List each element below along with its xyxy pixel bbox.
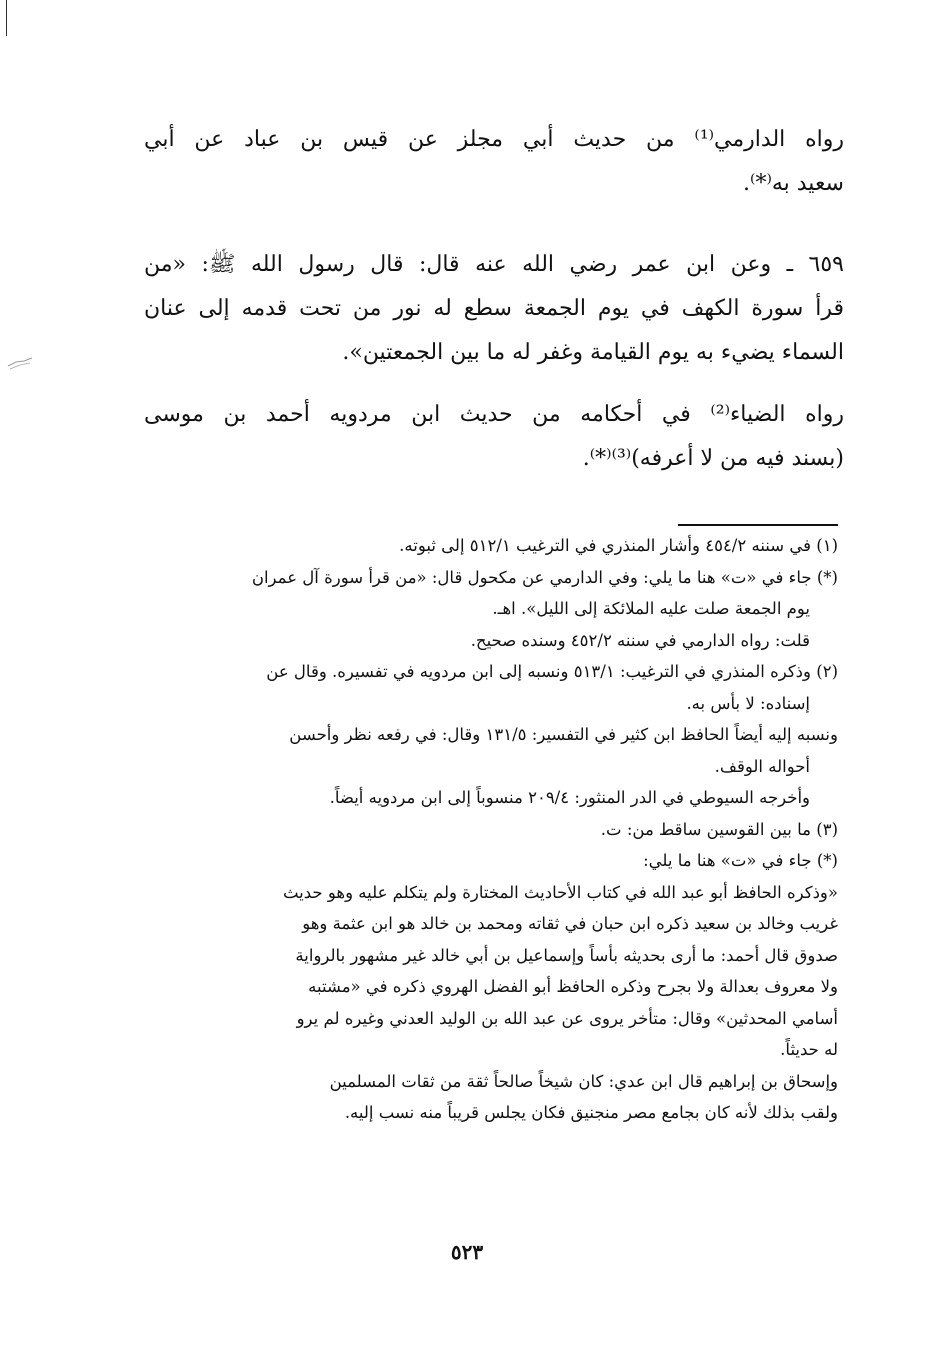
footnote-line: (*) جاء في «ت» هنا ما يلي: وفي الدارمي عن مكحول قال: «من قرأ سورة آل عمران xyxy=(251,567,838,587)
footnote-line: (٢) وذكره المنذري في الترغيب: ٥١٣/١ ونسبه إلى ابن مردويه في تفسيره. وقال عن xyxy=(266,662,838,681)
paragraph-line: رواه الدارمي⁽¹⁾ من حديث أبي مجلز عن قيس بن عباد عن أبي xyxy=(144,127,844,152)
page-number: ٥٢٣ xyxy=(450,1240,484,1264)
footnote-line: وإسحاق بن إبراهيم قال ابن عدي: كان شيخاً صالحاً ثقة من ثقات المسلمين xyxy=(329,1071,838,1091)
footnote-line: (٣) ما بين القوسين ساقط من: ت. xyxy=(600,819,838,839)
paragraph-line: السماء يضيء به يوم القيامة وغفر له ما بين الجمعتين». xyxy=(342,340,844,365)
footnote-line: وأخرجه السيوطي في الدر المنثور: ٢٠٩/٤ منسوباً إلى ابن مردويه أيضاً. xyxy=(329,788,810,807)
main-paragraph-2 xyxy=(144,243,844,375)
main-paragraph-1 xyxy=(144,118,844,206)
footnote-line: (١) في سننه ٤٥٤/٢ وأشار المنذري في الترغيب ٥١٢/١ إلى ثبوته. xyxy=(399,536,838,555)
footnote-line: ونسبه إليه أيضاً الحافظ ابن كثير في التفسير: ١٣١/٥ وقال: في رفعه نظر وأحسن xyxy=(289,725,838,744)
footnote-line: «وذكره الحافظ أبو عبد الله في كتاب الأحاديث المختارة ولم يتكلم عليه وهو حديث xyxy=(282,882,838,902)
scan-edge-mark xyxy=(6,0,7,36)
footnote-line: ولقب بذلك لأنه كان بجامع مصر منجنيق فكان يجلس قريباً منه نسب إليه. xyxy=(344,1103,838,1122)
footnote-line: (*) جاء في «ت» هنا ما يلي: xyxy=(643,851,838,870)
paragraph-line: سعيد به⁽*⁾. xyxy=(743,171,844,196)
footnote-line: إسناده: لا بأس به. xyxy=(686,693,810,713)
footnote-separator xyxy=(678,524,838,526)
footnote-line: يوم الجمعة صلت عليه الملائكة إلى الليل». اهـ. xyxy=(492,599,810,618)
footnote-line: صدوق قال أحمد: ما أرى بحديثه بأساً وإسماعيل بن أبي خالد غير مشهور بالرواية xyxy=(295,945,838,965)
footnote-line: أسامي المحدثين» وقال: متأخر يروى عن عبد الله بن الوليد العدني وغيره لم يرو xyxy=(296,1008,838,1028)
footnotes xyxy=(138,530,838,1129)
footnote-line: أحواله الوقف. xyxy=(714,756,810,776)
footnote-line: غريب وخالد بن سعيد ذكره ابن حبان في ثقاته ومحمد بن خالد هو ابن عثمة وهو xyxy=(302,914,838,933)
paragraph-line: (بسند فيه من لا أعرفه)⁽³⁾⁽*⁾. xyxy=(582,446,844,471)
footnote-line: له حديثاً. xyxy=(780,1040,838,1059)
paragraph-line: قرأ سورة الكهف في يوم الجمعة سطع له نور من تحت قدمه إلى عنان xyxy=(144,296,844,321)
footnote-line: ولا معروف بعدالة ولا بجرح وذكره الحافظ أبو الفضل الهروي ذكره في «مشتبه xyxy=(308,977,838,996)
footnote-line: قلت: رواه الدارمي في سننه ٤٥٢/٢ وسنده صحيح. xyxy=(470,630,810,650)
paragraph-line: رواه الضياء⁽²⁾ في أحكامه من حديث ابن مردويه أحمد بن موسى xyxy=(144,402,844,427)
scan-stray-mark xyxy=(6,352,34,372)
main-paragraph-3 xyxy=(144,393,844,481)
paragraph-line: ٦٥٩ ـ وعن ابن عمر رضي الله عنه قال: قال رسول الله ﷺ: «من xyxy=(144,252,844,277)
